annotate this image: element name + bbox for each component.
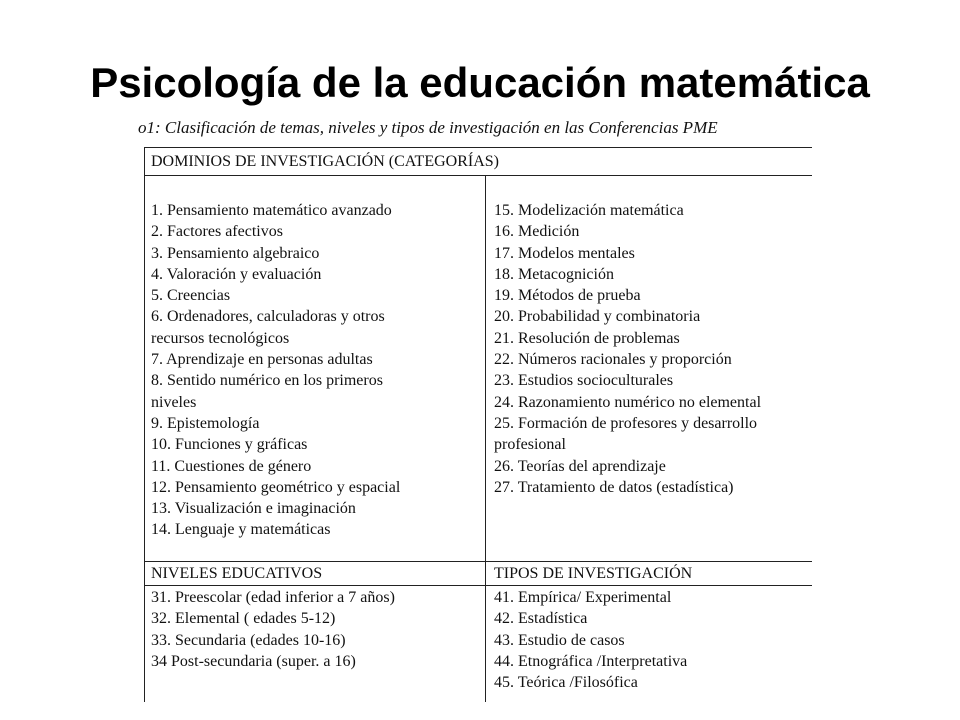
list-item: 7. Aprendizaje en personas adultas — [151, 351, 373, 369]
list-item: 11. Cuestiones de género — [151, 457, 312, 475]
list-item: 8. Sentido numérico en los primeros — [151, 372, 383, 390]
classification-table — [144, 147, 812, 702]
list-item: 27. Tratamiento de datos (estadística) — [494, 478, 734, 496]
types-header: TIPOS DE INVESTIGACIÓN — [494, 565, 693, 582]
list-item: 19. Métodos de prueba — [494, 287, 641, 305]
slide-title: Psicología de la educación matemática — [90, 59, 870, 106]
domains-left-list — [151, 200, 400, 541]
scanned-table-image — [138, 112, 812, 702]
list-item: 3. Pensamiento algebraico — [151, 244, 320, 262]
list-item: niveles — [151, 393, 197, 411]
list-item: 13. Visualización e imaginación — [151, 500, 356, 518]
list-item: 32. Elemental ( edades 5-12) — [151, 610, 336, 628]
list-item: 15. Modelización matemática — [494, 202, 684, 219]
table-caption: o1: Clasificación de temas, niveles y tipos de investigación en las Conferencias PME — [138, 118, 718, 137]
list-item: 2. Factores afectivos — [151, 223, 283, 241]
list-item: 9. Epistemología — [151, 414, 260, 432]
list-item: 14. Lenguaje y matemáticas — [151, 521, 331, 539]
list-item: 20. Probabilidad y combinatoria — [494, 308, 701, 326]
list-item: 5. Creencias — [151, 287, 231, 305]
list-item: 34 Post-secundaria (super. a 16) — [151, 652, 356, 670]
list-item: 24. Razonamiento numérico no elemental — [494, 393, 762, 411]
list-item: recursos tecnológicos — [151, 329, 290, 347]
levels-list — [151, 587, 395, 672]
domains-header: DOMINIOS DE INVESTIGACIÓN (CATEGORÍAS) — [151, 153, 499, 170]
list-item: 4. Valoración y evaluación — [151, 265, 322, 283]
list-item: 25. Formación de profesores y desarrollo — [494, 414, 758, 432]
levels-header: NIVELES EDUCATIVOS — [151, 565, 323, 582]
list-item: 31. Preescolar (edad inferior a 7 años) — [151, 589, 395, 606]
list-item: profesional — [494, 436, 566, 454]
header-divider — [145, 175, 812, 176]
list-item: 21. Resolución de problemas — [494, 329, 680, 347]
list-item: 26. Teorías del aprendizaje — [494, 457, 666, 475]
domains-column-divider — [485, 175, 486, 561]
list-item: 6. Ordenadores, calculadoras y otros — [151, 308, 385, 326]
list-item: 33. Secundaria (edades 10-16) — [151, 631, 346, 649]
list-item: 42. Estadística — [494, 610, 588, 628]
list-item: 23. Estudios socioculturales — [494, 372, 674, 390]
list-item: 17. Modelos mentales — [494, 244, 635, 262]
list-item: 1. Pensamiento matemático avanzado — [151, 202, 392, 219]
levels-column-divider — [485, 561, 486, 702]
list-item: 22. Números racionales y proporción — [494, 351, 732, 369]
section-divider-top — [145, 561, 812, 562]
section-divider-bottom — [145, 585, 812, 586]
list-item: 41. Empírica/ Experimental — [494, 589, 672, 606]
list-item: 16. Medición — [494, 223, 580, 241]
domains-right-list — [494, 200, 761, 498]
list-item: 18. Metacognición — [494, 265, 614, 283]
list-item: 12. Pensamiento geométrico y espacial — [151, 478, 401, 496]
types-list — [494, 587, 687, 693]
list-item: 45. Teórica /Filosófica — [494, 674, 638, 692]
list-item: 10. Funciones y gráficas — [151, 436, 308, 454]
list-item: 43. Estudio de casos — [494, 631, 625, 649]
list-item: 44. Etnográfica /Interpretativa — [494, 652, 688, 670]
